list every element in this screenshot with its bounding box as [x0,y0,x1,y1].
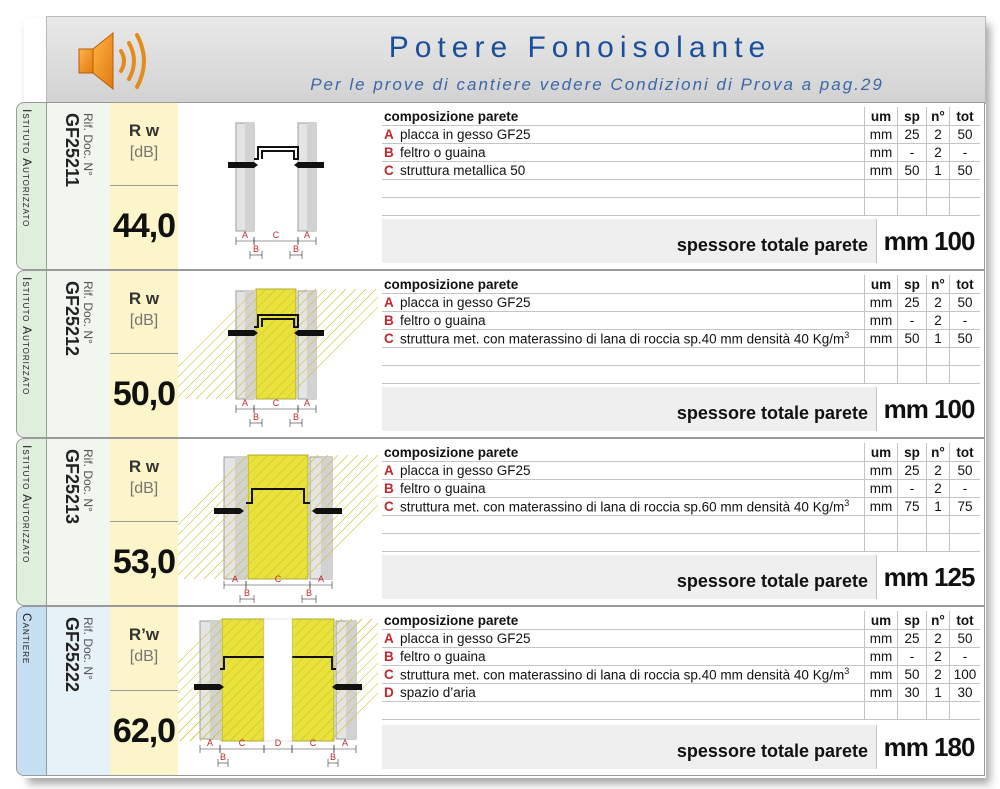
item-um: mm [865,648,898,666]
screw [214,508,244,514]
item-um: mm [865,144,898,162]
item-letter: A [382,462,398,480]
total-label: spessore totale parete [676,235,868,255]
item-sp: 50 [898,666,927,684]
item-description: placca in gesso GF25 [398,462,865,480]
speaker-icon [75,23,151,99]
item-letter: A [382,630,398,648]
category-tab [16,270,47,438]
item-description: struttura met. con materassino di lana di roccia sp.40 mm densità 40 $Kg/m^3$ [398,330,865,348]
item-letter: B [382,648,398,666]
table-row-empty [382,366,980,384]
item-sp: 25 [898,630,927,648]
item-description: feltro o guaina [398,144,865,162]
wall-section-diagram [178,270,379,438]
dimension-label: A [241,398,249,408]
rw-label: R w [128,289,160,308]
item-description: placca in gesso GF25 [398,294,865,312]
item-letter: B [382,480,398,498]
doc-ref-code: GF25213 [62,449,82,525]
item-tot: 100 [950,666,981,684]
col-header-um: um [865,107,898,126]
doc-ref-label: Rif. Doc. N° [81,449,95,512]
col-header-tot: tot [950,443,981,462]
item-um: mm [865,126,898,144]
screw [294,330,324,336]
item-n: 2 [927,312,950,330]
dimension-label: B [252,244,260,254]
page-title: Potere Fonoisolante [388,31,772,64]
item-sp: 30 [898,684,927,702]
total-band [382,387,980,431]
page-subtitle: Per le prove di cantiere vedere Condizioni di Prova a pag.29 [310,75,884,94]
document-reference [46,270,112,438]
col-header-tot: tot [950,275,981,294]
superscript: 3 [844,498,850,509]
item-description: struttura met. con materassino di lana di roccia sp.40 mm densità 40 $Kg/m^3$ [398,666,865,684]
rw-header [110,271,178,354]
item-description: struttura met. con materassino di lana di roccia sp.60 mm densità 40 $Kg/m^3$ [398,498,865,516]
screw [194,684,224,690]
screw [312,508,342,514]
item-n: 2 [927,630,950,648]
dimension-label: B [243,588,251,598]
composition-table [382,275,980,384]
item-letter: C [382,666,398,684]
col-header-n: n° [927,275,950,294]
total-value: mm 100 [876,219,981,263]
total-band [382,725,980,769]
table-row-empty [382,180,980,198]
item-sp: 25 [898,294,927,312]
table-row [382,312,980,330]
item-letter: C [382,330,398,348]
item-sp: - [898,144,927,162]
category-tab [16,438,47,606]
item-tot: - [950,648,981,666]
spec-row [16,606,984,776]
superscript: 3 [844,666,850,677]
item-tot: 50 [950,630,981,648]
item-n: 1 [927,162,950,180]
rockwool-layer [256,289,296,399]
rw-cell [110,270,179,438]
item-um: mm [865,498,898,516]
superscript: 3 [844,330,850,341]
rw-label: R w [128,457,160,476]
col-header-sp: sp [898,275,927,294]
item-sp: 75 [898,498,927,516]
rw-header [110,607,178,691]
rw-value: 44,0 [112,207,176,245]
dimension-label: C [309,738,317,748]
item-sp: 25 [898,462,927,480]
col-header-n: n° [927,443,950,462]
item-letter: B [382,144,398,162]
total-band [382,219,980,263]
total-band [382,555,980,599]
item-tot: - [950,312,981,330]
item-n: 2 [927,666,950,684]
item-tot: - [950,144,981,162]
item-description: spazio d’aria [398,684,865,702]
dimension-label: B [305,588,313,598]
col-header-sp: sp [898,107,927,126]
category-label: Istituto Autorizzato [20,277,34,396]
composition-panel [378,438,985,606]
col-header-um: um [865,275,898,294]
item-letter: B [382,312,398,330]
item-um: mm [865,462,898,480]
item-n: 1 [927,330,950,348]
item-n: 1 [927,498,950,516]
col-header-n: n° [927,107,950,126]
table-row [382,294,980,312]
document-reference [46,606,112,776]
composition-table [382,443,980,552]
table-row [382,480,980,498]
wall-section-diagram [178,606,379,776]
table-header [382,443,980,462]
composition-panel [378,606,985,776]
item-letter: C [382,498,398,516]
composition-panel [378,102,985,270]
dimension-label: B [219,752,227,762]
item-sp: 50 [898,162,927,180]
col-header-tot: tot [950,611,981,630]
screw [228,162,258,168]
item-tot: 50 [950,294,981,312]
col-header-um: um [865,443,898,462]
table-row-empty [382,516,980,534]
doc-ref-code: GF25212 [62,281,82,357]
item-letter: C [382,162,398,180]
wall-diagram-svg [178,271,378,437]
table-row [382,462,980,480]
item-tot: 50 [950,462,981,480]
rw-label: R’w [128,625,160,644]
doc-ref-label: Rif. Doc. N° [81,617,95,680]
table-row [382,498,980,516]
table-row [382,666,980,684]
item-letter: D [382,684,398,702]
dimension-label: B [252,412,260,422]
rw-unit: [dB] [129,648,159,665]
dimension-label: A [317,574,325,584]
table-row [382,648,980,666]
table-row [382,144,980,162]
rw-value: 50,0 [112,375,176,413]
table-row-empty [382,198,980,216]
total-label: spessore totale parete [676,403,868,423]
item-letter: A [382,126,398,144]
col-header-sp: sp [898,443,927,462]
dimension-label: B [292,244,300,254]
doc-ref-code: GF25222 [62,617,82,693]
table-row-empty [382,348,980,366]
total-label: spessore totale parete [676,741,868,761]
table-header [382,275,980,294]
item-um: mm [865,480,898,498]
rw-cell [110,102,179,270]
total-value: mm 100 [876,387,981,431]
item-description: placca in gesso GF25 [398,126,865,144]
category-tab [16,606,47,776]
category-label: Istituto Autorizzato [20,445,34,564]
screw [294,162,324,168]
dimension-label: C [272,230,280,240]
item-um: mm [865,684,898,702]
dimension-label: C [274,574,282,584]
table-row-empty [382,534,980,552]
col-header-sp: sp [898,611,927,630]
dimension-label: A [231,574,239,584]
rw-cell [110,606,179,776]
table-row [382,330,980,348]
table-row [382,162,980,180]
item-n: 2 [927,462,950,480]
rw-header [110,439,178,522]
rw-value: 53,0 [112,543,176,581]
table-header [382,611,980,630]
table-row [382,630,980,648]
item-um: mm [865,294,898,312]
category-tab [16,102,47,270]
rw-unit: [dB] [129,480,159,497]
rw-cell [110,438,179,606]
table-row [382,684,980,702]
item-tot: 50 [950,330,981,348]
wall-section-diagram [178,102,379,270]
item-description: feltro o guaina [398,480,865,498]
wall-section-diagram [178,438,379,606]
item-description: placca in gesso GF25 [398,630,865,648]
air-gap [264,619,292,741]
item-description: struttura metallica 50 [398,162,865,180]
document-reference [46,102,112,270]
total-label: spessore totale parete [676,571,868,591]
dimension-label: B [292,412,300,422]
item-um: mm [865,162,898,180]
doc-ref-code: GF25211 [62,113,82,188]
screw [228,330,258,336]
item-um: mm [865,312,898,330]
doc-ref-label: Rif. Doc. N° [81,113,95,176]
item-um: mm [865,666,898,684]
composition-panel [378,270,985,438]
item-sp: 50 [898,330,927,348]
total-value: mm 125 [876,555,981,599]
rw-label: R w [128,121,160,140]
item-n: 2 [927,126,950,144]
spec-row [16,438,984,606]
dimension-label: A [303,230,311,240]
item-tot: - [950,480,981,498]
item-sp: 25 [898,126,927,144]
item-description: feltro o guaina [398,312,865,330]
item-sp: - [898,648,927,666]
item-tot: 50 [950,162,981,180]
item-n: 2 [927,480,950,498]
item-n: 2 [927,648,950,666]
spec-row [16,270,984,438]
col-header-composition: composizione parete [382,443,865,462]
wall-diagram-svg [178,103,378,269]
table-row-empty [382,702,980,720]
dimension-label: C [238,738,246,748]
dimension-label: A [241,230,249,240]
item-sp: - [898,312,927,330]
dimension-label: A [303,398,311,408]
item-um: mm [865,630,898,648]
table-header [382,107,980,126]
rw-unit: [dB] [129,144,159,161]
item-tot: 30 [950,684,981,702]
composition-table [382,611,980,720]
table-row [382,126,980,144]
screw [332,684,362,690]
metal-stud [254,147,298,159]
wall-diagram-svg [178,439,378,605]
item-sp: - [898,480,927,498]
col-header-tot: tot [950,107,981,126]
wall-diagram-svg [178,607,378,775]
rw-header [110,103,178,186]
item-tot: 75 [950,498,981,516]
composition-table [382,107,980,216]
item-n: 2 [927,144,950,162]
category-label: Cantiere [20,613,34,665]
document-reference [46,438,112,606]
total-value: mm 180 [876,725,981,769]
col-header-um: um [865,611,898,630]
header-banner [46,16,986,104]
rw-value: 62,0 [112,712,176,750]
item-tot: 50 [950,126,981,144]
item-n: 1 [927,684,950,702]
item-um: mm [865,330,898,348]
dimension-label: A [341,738,349,748]
rw-unit: [dB] [129,312,159,329]
col-header-n: n° [927,611,950,630]
col-header-composition: composizione parete [382,611,865,630]
col-header-composition: composizione parete [382,107,865,126]
category-label: Istituto Autorizzato [20,109,34,228]
dimension-label: C [272,398,280,408]
dimension-label: A [206,738,214,748]
dimension-label: D [274,738,282,748]
item-description: feltro o guaina [398,648,865,666]
spec-row [16,102,984,270]
col-header-composition: composizione parete [382,275,865,294]
dimension-label: B [329,752,337,762]
item-letter: A [382,294,398,312]
item-n: 2 [927,294,950,312]
doc-ref-label: Rif. Doc. N° [81,281,95,344]
